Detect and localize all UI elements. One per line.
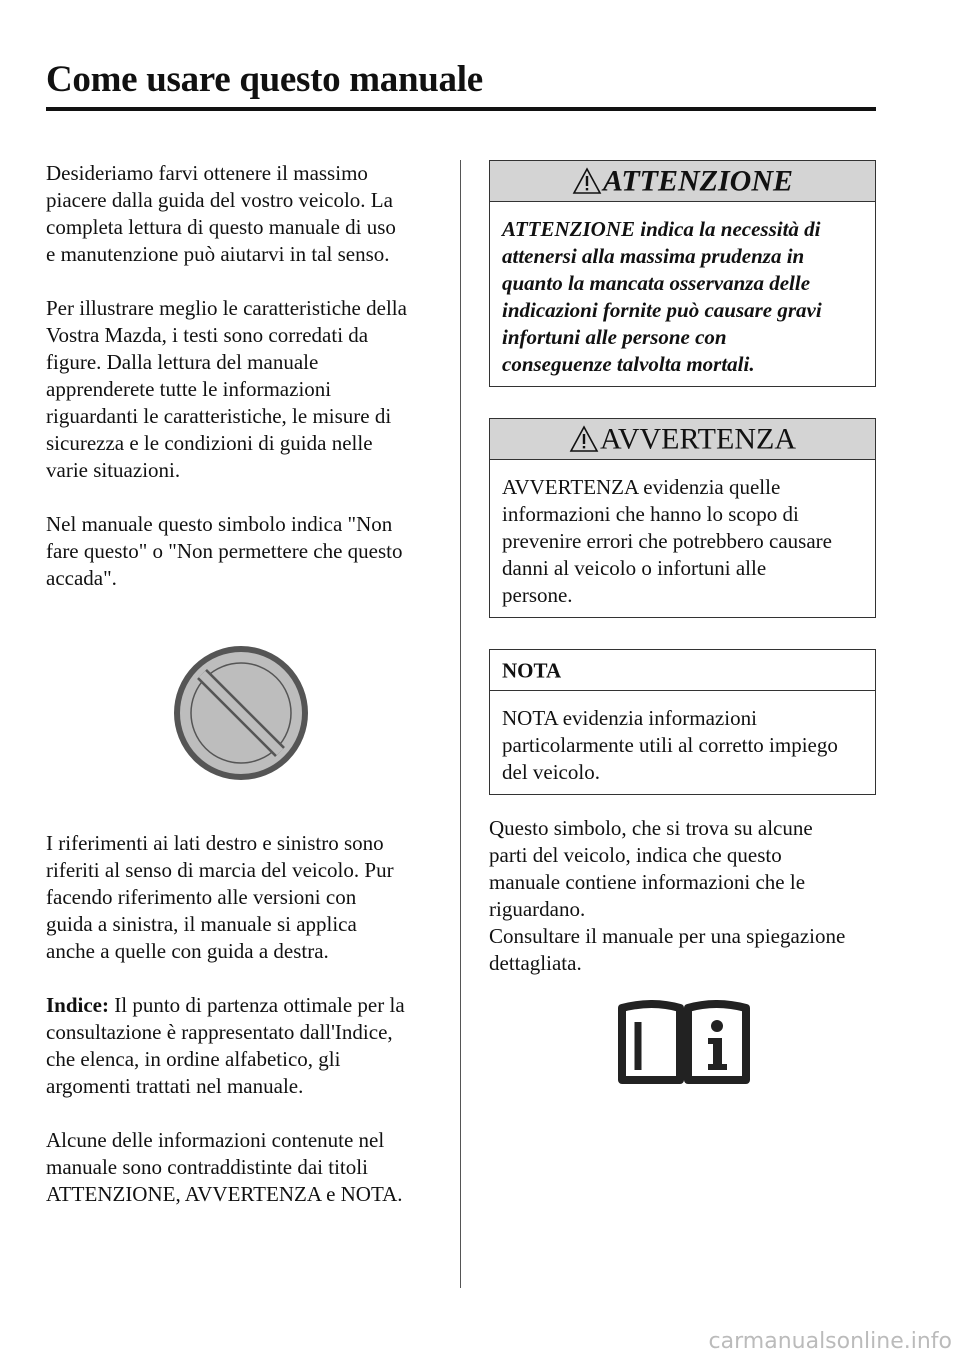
avvertenza-body: AVVERTENZA evidenzia quelle informazioni che hanno lo scopo di prevenire errori che potrebbero causare danni al veicolo o infortuni alle persone.: [502, 475, 832, 607]
avvertenza-title: AVVERTENZA: [600, 422, 796, 456]
title-rule: [46, 107, 876, 111]
sides-paragraph: I riferimenti ai lati destro e sinistro sono riferiti al senso di marcia del veicolo. Pur facendo riferimento alle versioni con guida a sinistra, il manuale si applica anche a quelle con guida a destra.: [46, 831, 394, 963]
nota-header: [490, 650, 875, 691]
avvertenza-header: [490, 419, 875, 460]
headings-paragraph: Alcune delle informazioni contenute nel manuale sono contraddistinte dai titoli ATTENZIONE, AVVERTENZA e NOTA.: [46, 1128, 403, 1206]
index-label: Indice:: [46, 993, 109, 1017]
attenzione-body: ATTENZIONE indica la necessità di attenersi alla massima prudenza in quanto la mancata osservanza delle indicazioni fornite può causare gravi infortuni alle persone con conseguenze talvolta mortali.: [502, 217, 822, 376]
watermark: carmanualsonline.info: [708, 1329, 952, 1354]
warning-triangle-icon: [569, 425, 599, 453]
left-column: [46, 160, 446, 1235]
nota-box: [489, 649, 876, 795]
attenzione-box: [489, 160, 876, 387]
nota-body: NOTA evidenzia informazioni particolarmente utili al corretto impiego del veicolo.: [502, 706, 838, 784]
index-paragraph: [46, 992, 446, 1100]
manual-symbol-paragraph: Questo simbolo, che si trova su alcune parti del veicolo, indica che questo manuale contiene informazioni che le riguardano. Consultare il manuale per una spiegazione dettagliata.: [489, 816, 846, 975]
nota-title: NOTA: [502, 658, 562, 683]
warning-triangle-icon: [572, 167, 602, 195]
symbol-paragraph: Nel manuale questo simbolo indica "Non fare questo" o "Non permettere che questo accada".: [46, 512, 403, 590]
intro-paragraph: Desideriamo farvi ottenere il massimo piacere dalla guida del vostro veicolo. La completa lettura di questo manuale di uso e manutenzione può aiutarvi in tal senso.: [46, 161, 396, 266]
attenzione-title: ATTENZIONE: [602, 164, 794, 198]
manual-book-icon: [616, 1000, 752, 1086]
index-text: Il punto di partenza ottimale per la consultazione è rappresentato dall'Indice, che elenca, in ordine alfabetico, gli argomenti trattati nel manuale.: [46, 993, 405, 1098]
prohibition-icon: [166, 638, 316, 788]
page-title: Come usare questo manuale: [46, 59, 483, 100]
illustration-paragraph: Per illustrare meglio le caratteristiche della Vostra Mazda, i testi sono corredati da figure. Dalla lettura del manuale apprenderete tutte le informazioni riguardanti le caratteristiche, le misure di sicurezza e le condizioni di guida nelle varie situazioni.: [46, 296, 407, 482]
column-divider: [460, 160, 461, 1288]
attenzione-header: [490, 161, 875, 202]
avvertenza-box: [489, 418, 876, 618]
